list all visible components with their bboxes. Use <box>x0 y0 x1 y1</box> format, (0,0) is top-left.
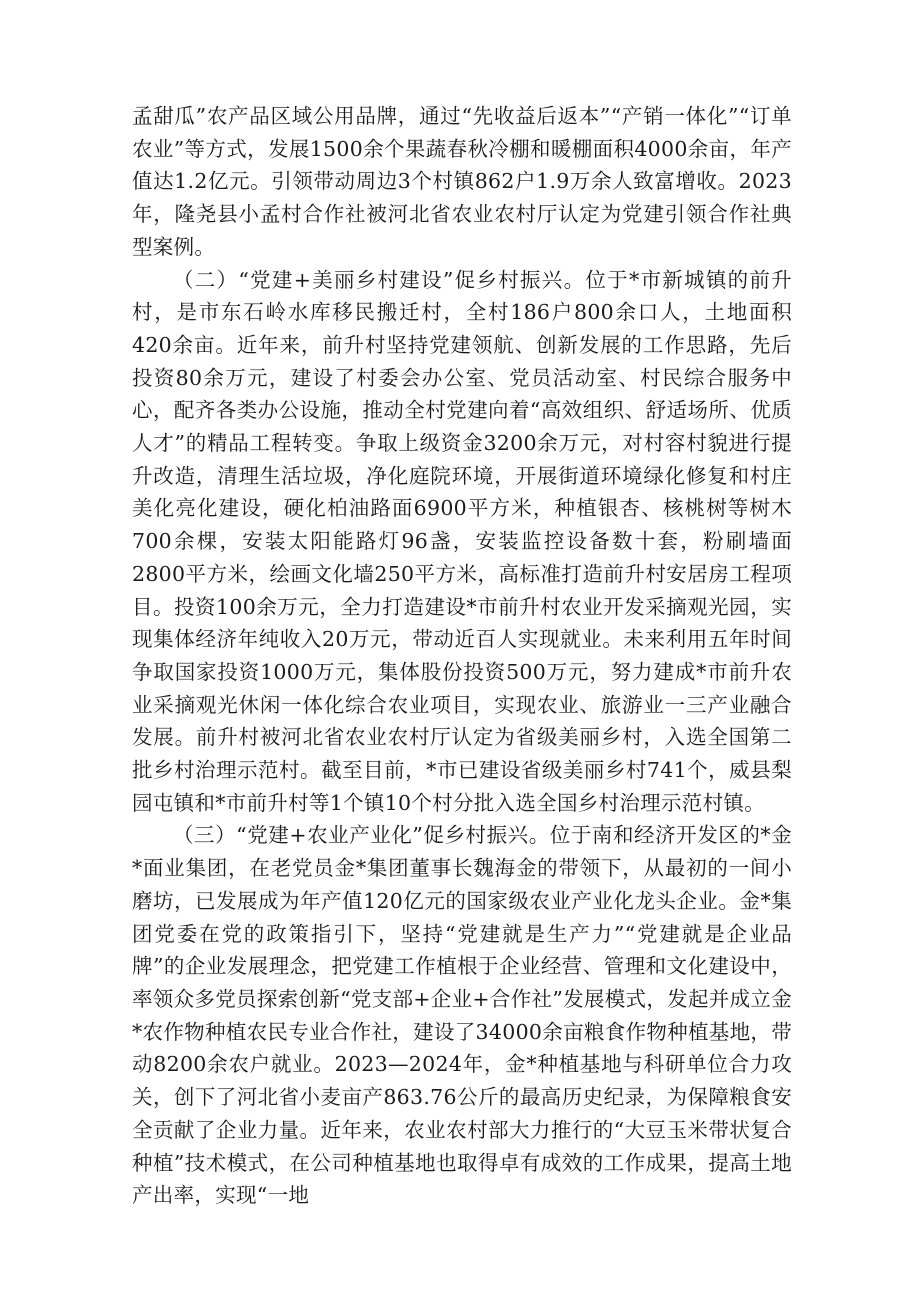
paragraph-village-brand: 孟甜瓜”农产品区域公用品牌，通过“先收益后返本”“产销一体化”“订单农业”等方式，发展1500余个果蔬春秋冷棚和暖棚面积4000余亩，年产值达1.2亿元。引领带动周边3个村镇862户1.9万余人致富增收。2023年，隆尧县小孟村合作社被河北省农业农村厅认定为党建引领合作社典型案例。 <box>132 104 792 259</box>
document-body <box>132 100 792 1212</box>
paragraph-agri-industrialization: （三）“党建+农业产业化”促乡村振兴。位于南和经济开发区的*金*面业集团，在老党员金*集团董事长魏海金的带领下，从最初的一间小磨坊，已发展成为年产值120亿元的国家级农业产业化龙头企业。金*集团党委在党的政策指引下，坚持“党建就是生产力”“党建就是企业品牌”的企业发展理念，把党建工作植根于企业经营、管理和文化建设中，率领众多党员探索创新“党支部+企业+合作社”发展模式，发起并成立金*农作物种植农民专业合作社，建设了34000余亩粮食作物种植基地，带动8200余农户就业。2023—2024年，金*种植基地与科研单位合力攻关，创下了河北省小麦亩产863.76公斤的最高历史纪录，为保障粮食安全贡献了企业力量。近年来，农业农村部大力推行的“大豆玉米带状复合种植”技术模式，在公司种植基地也取得卓有成效的工作成果，提高土地产出率，实现“一地 <box>132 823 792 1208</box>
paragraph-beautiful-village: （二）“党建+美丽乡村建设”促乡村振兴。位于*市新城镇的前升村，是市东石岭水库移民搬迁村，全村186户800余口人，土地面积420余亩。近年来，前升村坚持党建领航、创新发展的工作思路，先后投资80余万元，建设了村委会办公室、党员活动室、村民综合服务中心，配齐各类办公设施，推动全村党建向着“高效组织、舒适场所、优质人才”的精品工程转变。争取上级资金3200余万元，对村容村貌进行提升改造，清理生活垃圾，净化庭院环境，开展街道环境绿化修复和村庄美化亮化建设，硬化柏油路面6900平方米，种植银杏、核桃树等树木700余棵，安装太阳能路灯96盏，安装监控设备数十套，粉刷墙面2800平方米，绘画文化墙250平方米，高标准打造前升村安居房工程项目。投资100余万元，全力打造建设*市前升村农业开发采摘观光园，实现集体经济年纯收入20万元，带动近百人实现就业。未来利用五年时间争取国家投资1000万元，集体股份投资500万元，努力建成*市前升农业采摘观光休闲一体化综合农业项目，实现农业、旅游业一三产业融合发展。前升村被河北省农业农村厅认定为省级美丽乡村，入选全国第二批乡村治理示范村。截至目前，*市已建设省级美丽乡村741个，威县梨园屯镇和*市前升村等1个镇10个村分批入选全国乡村治理示范村镇。 <box>132 267 792 815</box>
